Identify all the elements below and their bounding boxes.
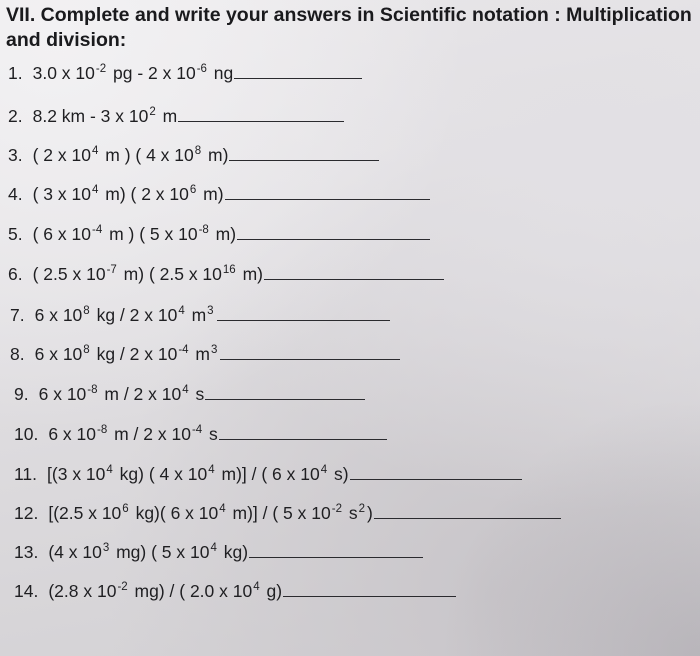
expression-text: 6 x 10 <box>34 344 83 364</box>
exponent: -2 <box>331 503 342 515</box>
question-number: 11. <box>14 464 38 484</box>
question-expression <box>48 503 373 523</box>
expression-text: m) <box>203 145 229 165</box>
question-item <box>8 223 430 245</box>
expression-text: 3.0 x 10 <box>32 63 95 83</box>
answer-blank[interactable] <box>249 541 423 558</box>
exponent: 4 <box>253 581 260 593</box>
exponent: 3 <box>207 305 214 317</box>
question-expression <box>35 305 216 325</box>
exponent: -8 <box>97 424 108 436</box>
expression-text: 6 x 10 <box>38 384 87 404</box>
expression-text: mg) ( 5 x 10 <box>111 542 210 562</box>
question-number: 6. <box>8 264 23 284</box>
expression-text: (2.8 x 10 <box>48 581 117 601</box>
exponent: 2 <box>149 106 156 118</box>
expression-text: m ) ( 5 x 10 <box>104 224 198 244</box>
answer-blank[interactable] <box>225 183 430 200</box>
expression-text: m) <box>237 264 263 284</box>
exponent: 8 <box>194 145 202 157</box>
question-item <box>14 463 522 485</box>
question-item <box>8 62 362 84</box>
answer-blank[interactable] <box>283 580 456 597</box>
expression-text: s <box>190 384 205 404</box>
expression-text: 8.2 km - 3 x 10 <box>32 106 149 126</box>
question-item <box>10 343 400 365</box>
expression-text: m) <box>210 224 237 244</box>
exponent: 16 <box>222 264 236 276</box>
exponent: 3 <box>211 344 218 356</box>
expression-text: pg - 2 x 10 <box>108 63 196 83</box>
header-line-1: VII. Complete and write your answers in Scientific notation : Multiplication <box>6 4 692 26</box>
expression-text: 6 x 10 <box>34 305 83 325</box>
exponent: 4 <box>210 542 217 554</box>
exponent: 6 <box>122 503 129 515</box>
question-expression <box>33 264 263 284</box>
answer-blank[interactable] <box>178 105 344 122</box>
exponent: -8 <box>198 224 209 236</box>
expression-text: kg) <box>218 542 249 562</box>
expression-text: m) ( 2 x 10 <box>100 184 189 204</box>
question-item <box>8 105 344 127</box>
exponent: 4 <box>208 464 215 476</box>
expression-text: m)] / ( 6 x 10 <box>216 464 320 484</box>
exponent: -4 <box>91 224 103 236</box>
expression-text: (4 x 10 <box>48 542 102 562</box>
exponent: 2 <box>358 503 365 515</box>
exponent: 6 <box>189 184 197 196</box>
section-header <box>6 3 696 53</box>
exponent: -7 <box>106 264 117 276</box>
expression-text: s) <box>329 464 349 484</box>
expression-text: ( 2.5 x 10 <box>32 264 106 284</box>
expression-text: m <box>190 344 210 364</box>
expression-text: ( 3 x 10 <box>32 184 91 204</box>
question-expression <box>35 344 220 364</box>
answer-blank[interactable] <box>350 463 522 480</box>
expression-text: s <box>204 424 218 444</box>
exponent: 4 <box>91 145 99 157</box>
expression-text: ng <box>208 63 234 83</box>
question-expression <box>33 224 236 244</box>
question-expression <box>33 184 224 204</box>
expression-text: ( 6 x 10 <box>32 224 91 244</box>
question-item <box>14 383 365 405</box>
answer-blank[interactable] <box>237 223 430 240</box>
expression-text: kg / 2 x 10 <box>91 344 178 364</box>
expression-text: s <box>343 503 358 523</box>
answer-blank[interactable] <box>219 423 387 440</box>
expression-text: m ) ( 4 x 10 <box>100 145 194 165</box>
expression-text: ( 2 x 10 <box>32 145 91 165</box>
question-item <box>8 144 379 166</box>
question-expression <box>48 424 217 444</box>
exponent: 4 <box>320 464 328 476</box>
question-expression <box>48 542 248 562</box>
page-shadow <box>440 396 700 656</box>
question-expression <box>47 464 349 484</box>
question-number: 4. <box>8 184 23 204</box>
question-number: 12. <box>14 503 39 523</box>
question-item <box>8 183 430 205</box>
expression-text: m) ( 2.5 x 10 <box>118 264 222 284</box>
exponent: -2 <box>117 581 128 593</box>
exponent: 4 <box>106 464 113 476</box>
question-item <box>14 502 561 524</box>
expression-text: kg)( 6 x 10 <box>130 503 219 523</box>
exponent: -4 <box>178 344 189 356</box>
exponent: 3 <box>102 542 110 554</box>
expression-text: [(3 x 10 <box>47 464 106 484</box>
question-number: 3. <box>8 145 23 165</box>
question-number: 5. <box>8 224 23 244</box>
answer-blank[interactable] <box>229 144 379 161</box>
expression-text: kg) ( 4 x 10 <box>114 464 208 484</box>
answer-blank[interactable] <box>374 502 561 519</box>
question-item <box>14 580 456 602</box>
question-item <box>14 423 387 445</box>
answer-blank[interactable] <box>217 304 390 321</box>
expression-text: kg / 2 x 10 <box>91 305 178 325</box>
answer-blank[interactable] <box>220 343 400 360</box>
answer-blank[interactable] <box>234 62 362 79</box>
expression-text: m / 2 x 10 <box>99 384 182 404</box>
exponent: -6 <box>196 63 207 75</box>
question-number: 2. <box>8 106 23 126</box>
question-expression <box>33 63 234 83</box>
question-number: 7. <box>10 305 25 325</box>
exponent: -8 <box>87 384 98 396</box>
exponent: 8 <box>83 344 90 356</box>
answer-blank[interactable] <box>205 383 365 400</box>
expression-text: m <box>157 106 178 126</box>
header-line-2: and division: <box>6 29 127 51</box>
expression-text: mg) / ( 2.0 x 10 <box>129 581 253 601</box>
expression-text: m <box>186 305 207 325</box>
question-item <box>14 541 423 563</box>
answer-blank[interactable] <box>264 263 444 280</box>
question-item <box>8 263 444 285</box>
question-expression <box>33 106 178 126</box>
exponent: 4 <box>91 184 99 196</box>
question-expression <box>39 384 205 404</box>
question-number: 9. <box>14 384 29 404</box>
exponent: 4 <box>182 384 189 396</box>
question-number: 10. <box>14 424 39 444</box>
expression-text: m) <box>198 184 224 204</box>
question-number: 8. <box>10 344 25 364</box>
question-number: 1. <box>8 63 23 83</box>
expression-text: [(2.5 x 10 <box>48 503 122 523</box>
exponent: 4 <box>178 305 185 317</box>
expression-text: m)] / ( 5 x 10 <box>227 503 331 523</box>
question-expression <box>33 145 229 165</box>
expression-text: ) <box>367 503 373 523</box>
question-number: 13. <box>14 542 39 562</box>
exponent: -2 <box>95 63 107 75</box>
expression-text: 6 x 10 <box>48 424 97 444</box>
exponent: 4 <box>219 503 226 515</box>
expression-text: g) <box>261 581 283 601</box>
question-item <box>10 304 390 326</box>
question-expression <box>48 581 282 601</box>
question-number: 14. <box>14 581 39 601</box>
exponent: 8 <box>83 305 90 317</box>
expression-text: m / 2 x 10 <box>109 424 191 444</box>
exponent: -4 <box>191 424 203 436</box>
